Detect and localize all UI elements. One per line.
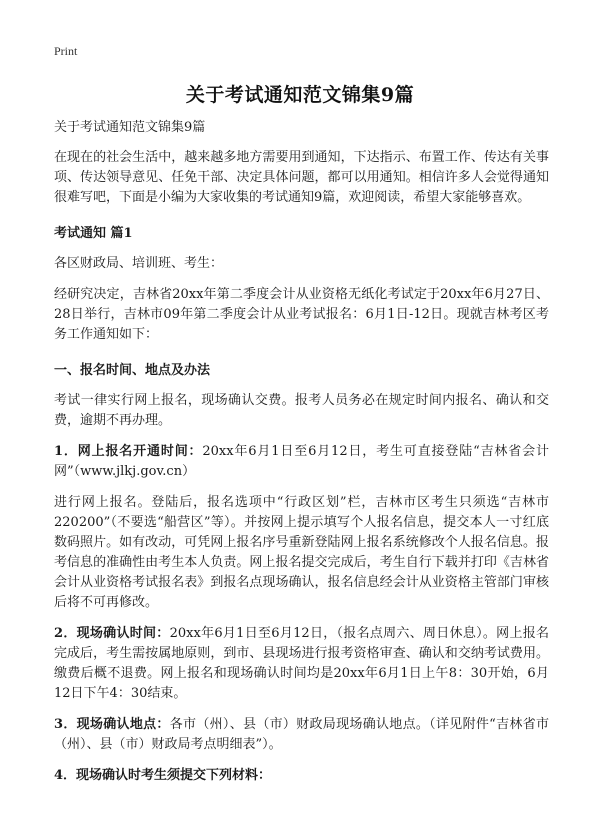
item-2 xyxy=(54,624,549,704)
online-registration-paragraph: 进行网上报名。登陆后，报名选项中“行政区划”栏，吉林市区考生只须选“吉林市220200”（不要选“船营区”等）。并按网上提示填写个人报名信息，提交本人一寸红底数码照片。如有改动，可凭网上报名序号重新登陆网上报名系统修改个人报名信息。报考信息的准确性由考生本人负责。网上报名提交完成后，考生自行下载并打印《吉林省会计从业资格考试报名表》到报名点现场确认，报名信息经会计从业资格主管部门审核后将不可再修改。 xyxy=(54,495,549,610)
item-1 xyxy=(54,442,549,482)
document-subtitle: 关于考试通知范文锦集9篇 xyxy=(54,120,206,135)
item-2-text: 20xx年6月1日至6月12日，（报名点周六、周日休息）。网上报名完成后，考生需按属地原则，到市、县现场进行报考资格审查、确认和交纳考试费用。缴费后概不退费。网上报名和现场确认时间均是20xx年6月1日上午8：30开始，6月12日下午4：30结束。 xyxy=(54,626,550,701)
subheading-registration: 一、报名时间、地点及办法 xyxy=(54,363,211,378)
addressee-line: 各区财政局、培训班、考生： xyxy=(54,256,224,271)
document-title: 关于考试通知范文锦集9篇 xyxy=(185,84,415,106)
item-4-label: 4．现场确认时考生须提交下列材料： xyxy=(54,768,272,783)
intro-paragraph: 在现在的社会生活中，越来越多地方需要用到通知，下达指示、布置工作、传达有关事项、传达领导意见、任免干部、决定具体问题，都可以用通知。相信许多人会觉得通知很难写吧，下面是小编为大家收集的考试通知9篇，欢迎阅读，希望大家能够喜欢。 xyxy=(54,150,549,205)
item-1-label: 1．网上报名开通时间： xyxy=(54,444,203,459)
print-label: Print xyxy=(54,44,78,58)
item-3 xyxy=(54,715,549,755)
item-2-label: 2．现场确认时间： xyxy=(54,626,170,641)
decision-paragraph: 经研究决定，吉林省20xx年第二季度会计从业资格无纸化考试定于20xx年6月27日、28日举行，吉林市09年第二季度会计从业考试报名：6月1日-12日。现就吉林考区考务工作通知如下： xyxy=(54,287,549,342)
document-body xyxy=(54,118,549,797)
section-heading-1: 考试通知 篇1 xyxy=(54,226,133,241)
item-3-label: 3．现场确认地点： xyxy=(54,717,170,732)
item-4 xyxy=(54,766,549,786)
item-1-text: 20xx年6月1日至6月12日，考生可直接登陆“吉林省会计网”（www.jlkj.gov.cn） xyxy=(54,444,549,479)
item-3-text: 各市（州）、县（市）财政局现场确认地点。（详见附件“吉林省市（州）、县（市）财政局考点明细表”）。 xyxy=(54,717,550,752)
method-paragraph: 考试一律实行网上报名，现场确认交费。报考人员务必在规定时间内报名、确认和交费，逾期不再办理。 xyxy=(54,393,549,428)
